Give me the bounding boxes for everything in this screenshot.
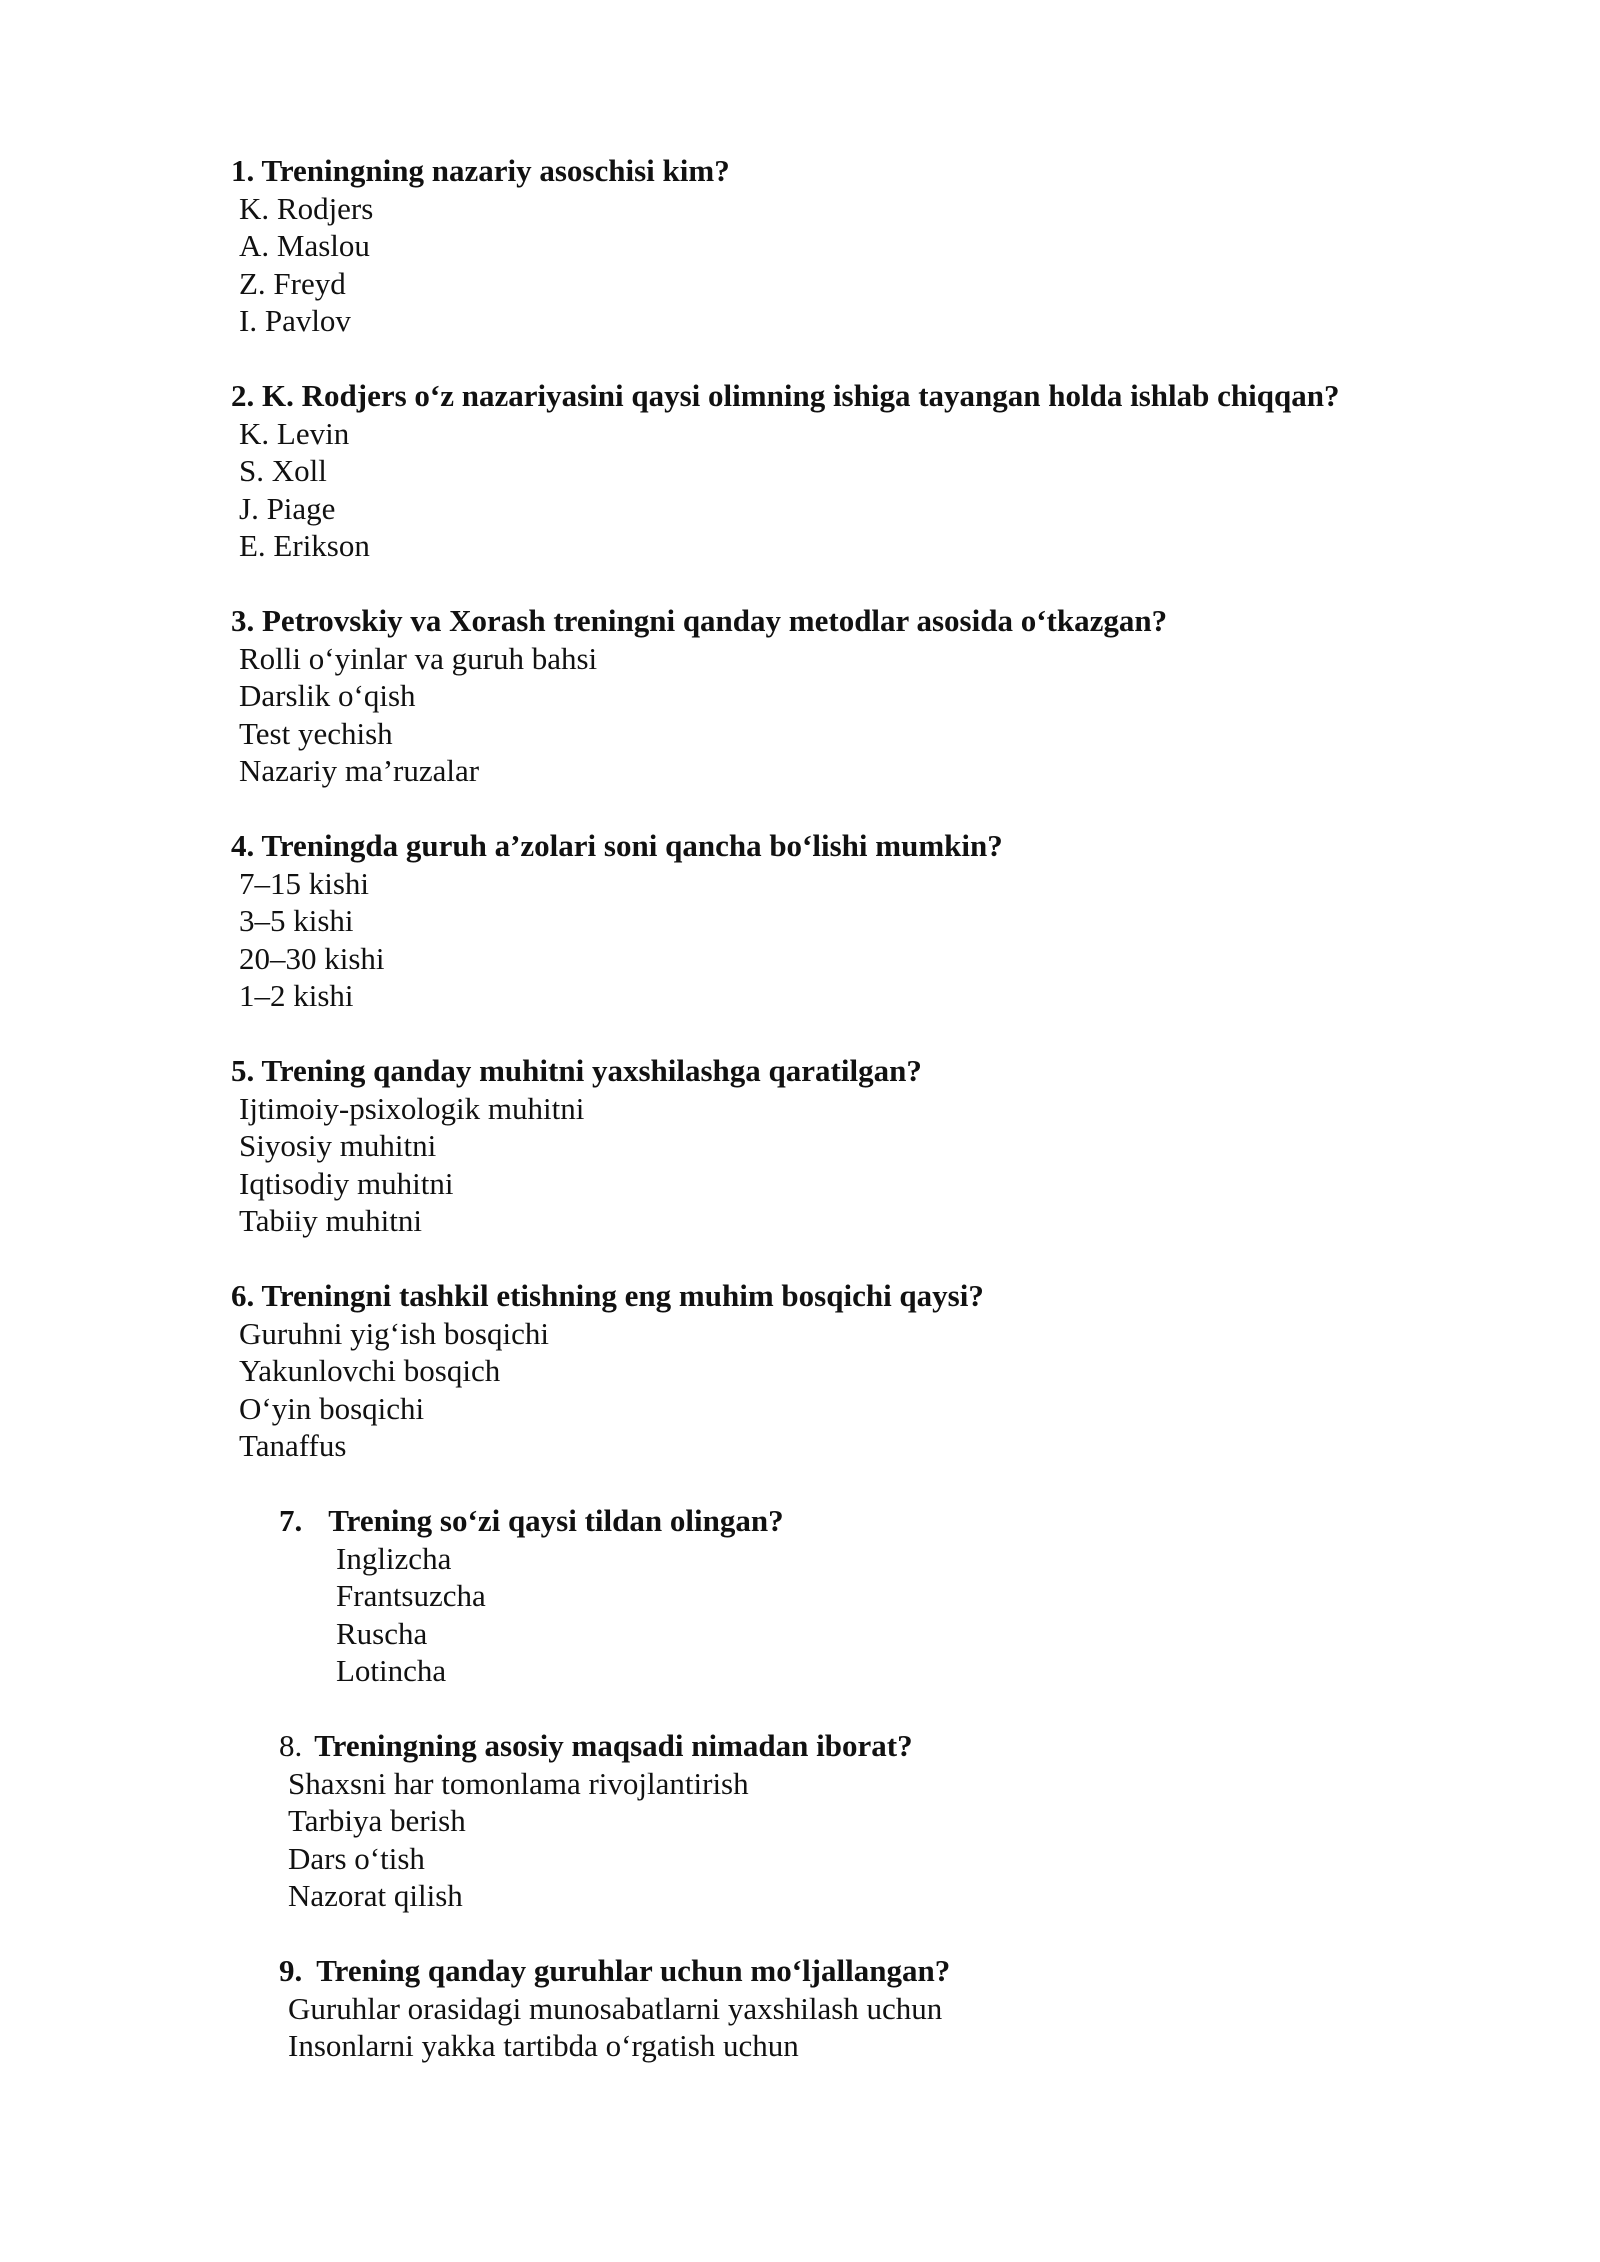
- question-title: [231, 602, 1167, 640]
- question-text: Trening so‘zi qaysi tildan olingan?: [328, 1503, 784, 1538]
- answer-option: Siyosiy muhitni: [239, 1128, 437, 1163]
- answer-option: S. Xoll: [239, 453, 327, 488]
- answer-option: Tarbiya berish: [288, 1803, 466, 1838]
- question-title: [231, 1052, 922, 1090]
- question-text: Trening qanday muhitni yaxshilashga qaratilgan?: [261, 1053, 922, 1088]
- answer-option: Rolli o‘yinlar va guruh bahsi: [239, 640, 598, 676]
- answer-option: Insonlarni yakka tartibda o‘rgatish uchun: [288, 2028, 799, 2063]
- question-title: [279, 1727, 913, 1765]
- answer-option: 7–15 kishi: [239, 865, 370, 901]
- question-4: [231, 827, 1003, 1015]
- answer-option: Nazorat qilish: [288, 1878, 463, 1913]
- answer-option: K. Rodjers: [239, 190, 374, 226]
- question-text: Petrovskiy va Xorash treningni qanday metodlar asosida o‘tkazgan?: [262, 603, 1168, 638]
- question-1: [231, 152, 730, 340]
- answer-option: 3–5 kishi: [239, 903, 354, 938]
- question-number: 8.: [279, 1728, 303, 1763]
- answer-option: J. Piage: [239, 490, 336, 526]
- answer-option: Darslik o‘qish: [239, 678, 416, 713]
- question-title: [231, 827, 1003, 865]
- question-number: 7.: [279, 1503, 303, 1538]
- answer-option: Lotincha: [336, 1653, 447, 1688]
- answer-option: Iqtisodiy muhitni: [239, 1165, 454, 1201]
- answer-option: Tabiiy muhitni: [239, 1203, 422, 1238]
- question-text: Treningda guruh a’zolari soni qancha bo‘lishi mumkin?: [261, 828, 1003, 863]
- answer-option: Guruhlar orasidagi munosabatlarni yaxshilash uchun: [288, 1990, 943, 2026]
- question-5: [231, 1052, 922, 1240]
- question-number: 9.: [279, 1953, 303, 1988]
- question-number: 6.: [231, 1278, 255, 1313]
- question-number: 4.: [231, 828, 255, 863]
- answer-option: Dars o‘tish: [288, 1840, 425, 1876]
- answer-option: Shaxsni har tomonlama rivojlantirish: [288, 1765, 749, 1801]
- answer-option: Ruscha: [336, 1615, 428, 1651]
- answer-option: K. Levin: [239, 415, 350, 451]
- answer-option: Ijtimoiy-psixologik muhitni: [239, 1090, 585, 1126]
- question-text: Trening qanday guruhlar uchun mo‘ljallangan?: [316, 1953, 951, 1988]
- answer-option: Test yechish: [239, 715, 393, 751]
- question-number: 5.: [231, 1053, 255, 1088]
- answer-option: O‘yin bosqichi: [239, 1390, 425, 1426]
- question-3: [231, 602, 1167, 790]
- question-title: [231, 152, 730, 190]
- answer-option: Inglizcha: [336, 1540, 452, 1576]
- question-number: 2.: [231, 378, 255, 413]
- question-title: [231, 377, 1339, 415]
- answer-option: E. Erikson: [239, 528, 370, 563]
- question-number: 1.: [231, 153, 255, 188]
- answer-option: Nazariy ma’ruzalar: [239, 753, 480, 788]
- answer-option: I. Pavlov: [239, 303, 351, 338]
- question-text: Treningning asosiy maqsadi nimadan iborat?: [314, 1728, 913, 1763]
- question-text: K. Rodjers o‘z nazariyasini qaysi olimning ishiga tayangan holda ishlab chiqqan?: [262, 378, 1340, 413]
- question-text: Treningning nazariy asoschisi kim?: [261, 153, 730, 188]
- question-8: [279, 1727, 913, 1915]
- question-7: [279, 1502, 784, 1690]
- answer-option: Z. Freyd: [239, 265, 346, 301]
- answer-option: A. Maslou: [239, 228, 370, 263]
- question-text: Treningni tashkil etishning eng muhim bosqichi qaysi?: [261, 1278, 984, 1313]
- answer-option: Frantsuzcha: [336, 1578, 486, 1613]
- question-title: [231, 1277, 984, 1315]
- answer-option: Yakunlovchi bosqich: [239, 1353, 501, 1388]
- question-9: [279, 1952, 950, 2065]
- question-2: [231, 377, 1339, 565]
- question-title: [279, 1502, 784, 1540]
- answer-option: 20–30 kishi: [239, 940, 385, 976]
- answer-option: Guruhni yig‘ish bosqichi: [239, 1315, 549, 1351]
- question-title: [279, 1952, 950, 1990]
- answer-option: 1–2 kishi: [239, 978, 354, 1013]
- question-6: [231, 1277, 984, 1465]
- question-number: 3.: [231, 603, 255, 638]
- answer-option: Tanaffus: [239, 1428, 347, 1463]
